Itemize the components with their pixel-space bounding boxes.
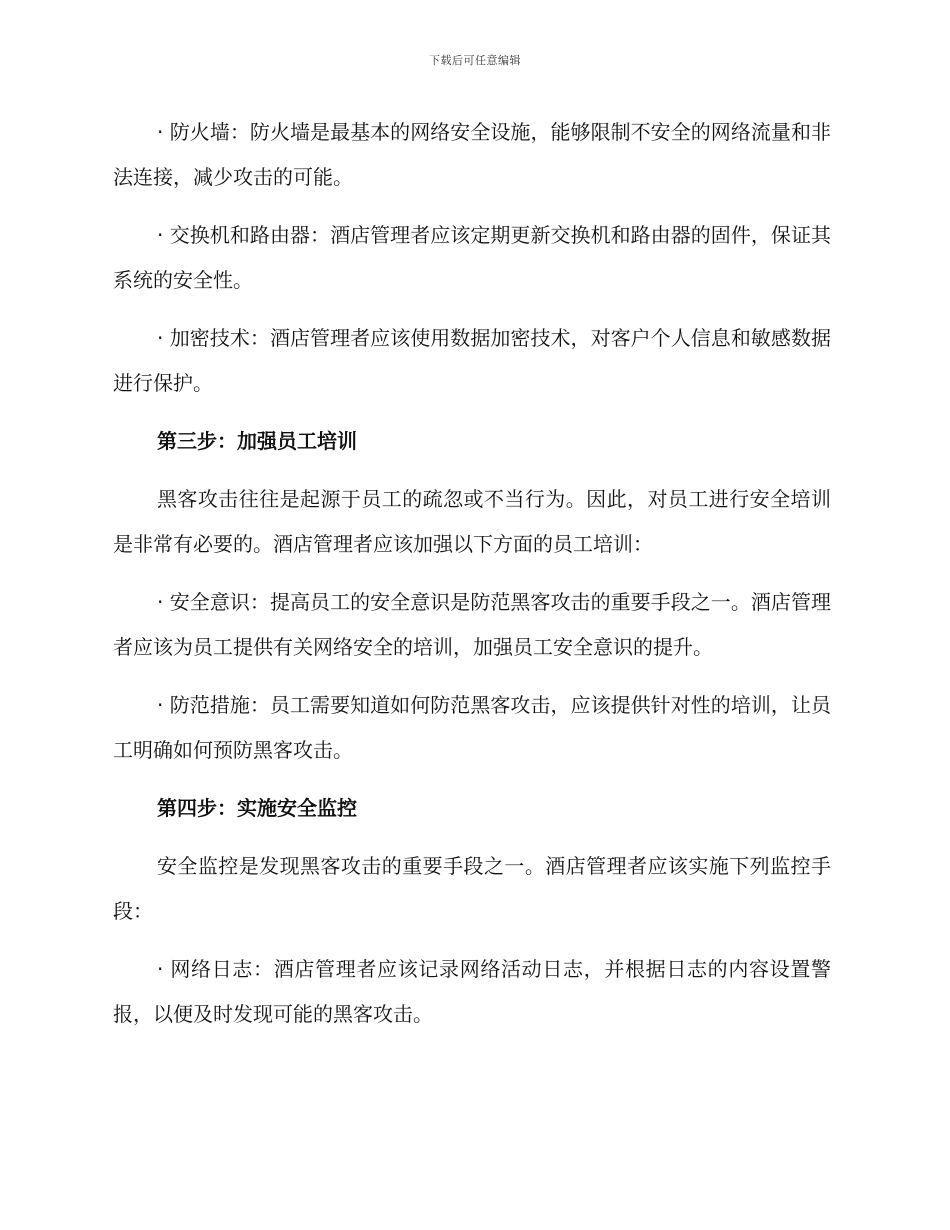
bullet-switch-router: · 交换机和路由器：酒店管理者应该定期更新交换机和路由器的固件，保证其系统的安全性。	[113, 223, 831, 292]
bullet-prevention-measures: · 防范措施：员工需要知道如何防范黑客攻击，应该提供针对性的培训，让员工明确如何预防黑客攻击。	[113, 693, 831, 762]
step4-intro: 安全监控是发现黑客攻击的重要手段之一。酒店管理者应该实施下列监控手段：	[113, 854, 831, 923]
step3-heading: 第三步：加强员工培训	[157, 429, 357, 453]
page-header: 下载后可任意编辑	[429, 54, 521, 67]
bullet-security-awareness: · 安全意识：提高员工的安全意识是防范黑客攻击的重要手段之一。酒店管理者应该为员工提供有关网络安全的培训，加强员工安全意识的提升。	[113, 590, 831, 659]
bullet-network-log: · 网络日志：酒店管理者应该记录网络活动日志，并根据日志的内容设置警报，以便及时发现可能的黑客攻击。	[113, 957, 831, 1026]
bullet-encryption: · 加密技术：酒店管理者应该使用数据加密技术，对客户个人信息和敏感数据进行保护。	[113, 326, 831, 395]
step4-heading: 第四步：实施安全监控	[157, 796, 357, 820]
bullet-firewall: · 防火墙：防火墙是最基本的网络安全设施，能够限制不安全的网络流量和非法连接，减少攻击的可能。	[113, 120, 831, 189]
step3-intro: 黑客攻击往往是起源于员工的疏忽或不当行为。因此，对员工进行安全培训是非常有必要的。酒店管理者应该加强以下方面的员工培训：	[113, 487, 831, 556]
document-body	[113, 110, 831, 1050]
